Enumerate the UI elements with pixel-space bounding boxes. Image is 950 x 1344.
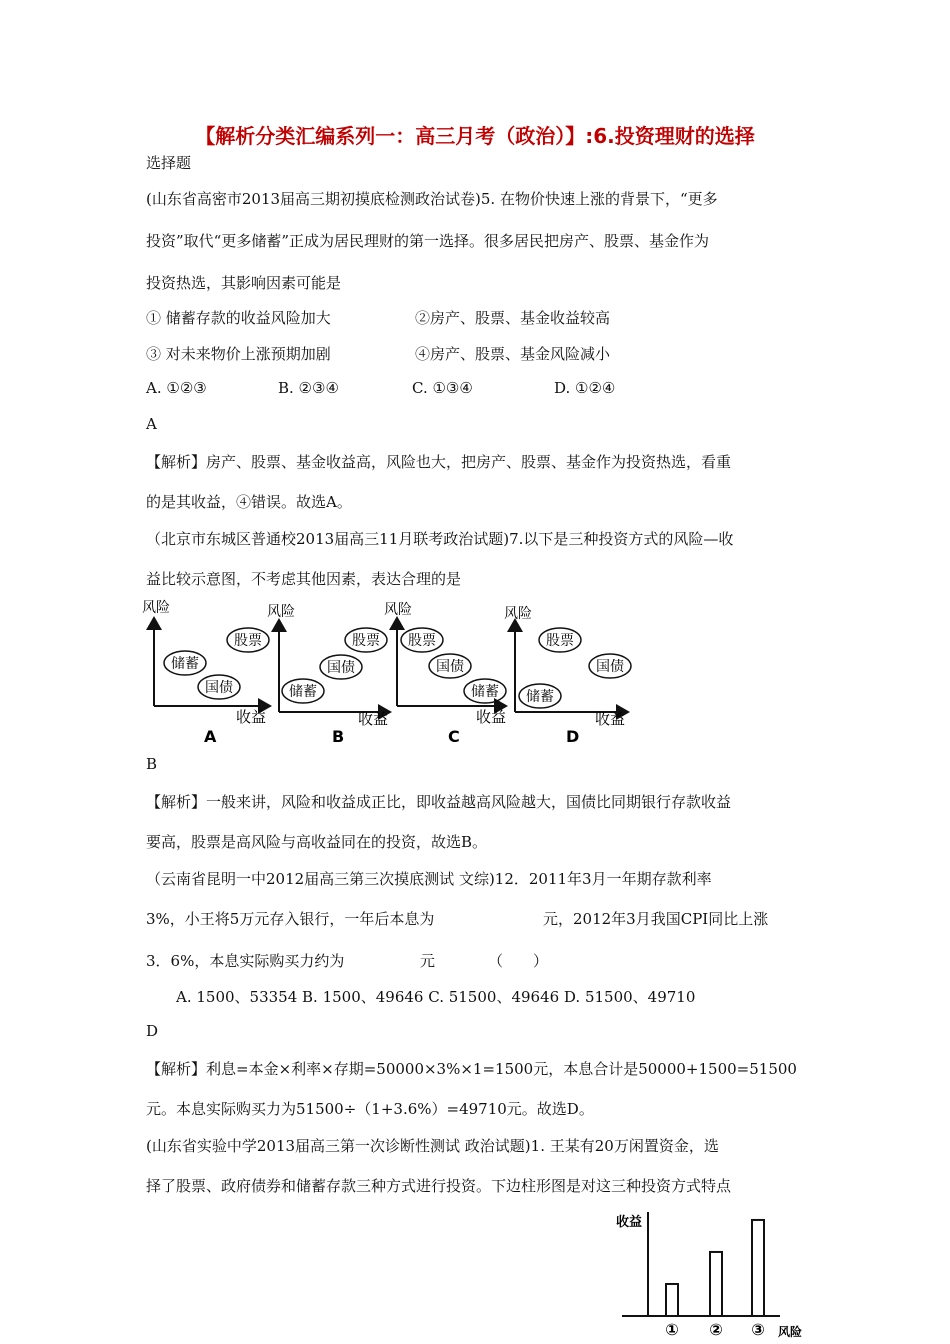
panel-c [384, 602, 506, 746]
q2-analysis: 【解析】一般来讲，风险和收益成正比，即收益越高风险越大，国债比同期银行存款收益 [146, 793, 732, 811]
q1-line: 投资”取代“更多储蓄”正成为居民理财的第一选择。很多居民把房产、股票、基金作为 [146, 232, 710, 250]
q3-line: 3%，小王将5万元存入银行，一年后本息为 [146, 910, 435, 928]
q1-item: ③ 对未来物价上涨预期加剧 [146, 345, 331, 363]
bubble-label: 储蓄 [526, 689, 554, 705]
q3-answer: D [146, 1022, 159, 1040]
panel-label: A [204, 727, 217, 746]
q1-option: B. ②③④ [278, 379, 339, 397]
q1-option: C. ①③④ [412, 379, 473, 397]
panel-label: D [566, 727, 580, 746]
panel-label: C [448, 727, 460, 746]
bubble-label: 股票 [408, 633, 436, 649]
bubble-label: 储蓄 [289, 684, 317, 700]
q1-item: ① 储蓄存款的收益风险加大 [146, 309, 331, 327]
panel-a [142, 600, 270, 746]
q3-analysis: 元。本息实际购买力为51500÷（1+3.6%）=49710元。故选D。 [146, 1100, 594, 1118]
category-label: ① [665, 1320, 679, 1339]
q2-line: （北京市东城区普通校2013届高三11月联考政治试题)7.以下是三种投资方式的风险—收 [146, 530, 734, 548]
y-axis-label: 风险 [384, 602, 412, 618]
panel-label: B [332, 727, 345, 746]
bar [752, 1220, 764, 1316]
q1-analysis: 的是其收益，④错误。故选A。 [146, 493, 352, 511]
section-heading: 选择题 [146, 154, 192, 172]
risk-return-diagram [140, 596, 640, 746]
y-axis-label: 风险 [504, 606, 532, 622]
bubble-label: 股票 [352, 633, 380, 649]
q3-line: （云南省昆明一中2012届高三第三次摸底测试 文综)12．2011年3月一年期存款利率 [146, 870, 712, 888]
q4-bar-chart [612, 1204, 812, 1344]
bubble-label: 股票 [234, 633, 262, 649]
panel-b [267, 604, 390, 746]
bubble-label: 储蓄 [171, 656, 199, 672]
y-axis-label: 收益 [616, 1215, 643, 1230]
bar [666, 1284, 678, 1316]
q3-bracket: （ ） [488, 952, 549, 970]
q3-options: A. 1500、53354 B. 1500、49646 C. 51500、49646 D. 51500、49710 [176, 988, 696, 1006]
q1-line: 投资热选，其影响因素可能是 [146, 274, 342, 292]
bubble-label: 储蓄 [471, 684, 499, 700]
q2-answer: B [146, 755, 158, 773]
q1-line: (山东省高密市2013届高三期初摸底检测政治试卷)5. 在物价快速上涨的背景下，“更多 [146, 190, 718, 208]
bubble-label: 国债 [436, 659, 464, 675]
q3-line: 3．6%，本息实际购买力约为 [146, 952, 345, 970]
q3-blank-unit: 元 [420, 952, 436, 970]
q1-item: ②房产、股票、基金收益较高 [415, 309, 611, 327]
q1-option: D. ①②④ [554, 379, 616, 397]
x-axis-label: 收益 [476, 708, 507, 726]
q1-item: ④房产、股票、基金风险减小 [415, 345, 611, 363]
q4-line: 择了股票、政府债券和储蓄存款三种方式进行投资。下边柱形图是对这三种投资方式特点 [146, 1177, 732, 1195]
x-axis-label: 收益 [358, 710, 389, 728]
bubble-label: 国债 [596, 659, 624, 675]
q3-line: 元，2012年3月我国CPI同比上涨 [543, 910, 769, 928]
q1-answer: A [146, 415, 157, 433]
category-label: ③ [751, 1320, 765, 1339]
bar [710, 1252, 722, 1316]
q2-analysis: 要高，股票是高风险与高收益同在的投资，故选B。 [146, 833, 488, 851]
q1-analysis: 【解析】房产、股票、基金收益高，风险也大，把房产、股票、基金作为投资热选，看重 [146, 453, 732, 471]
y-axis-label: 风险 [267, 604, 295, 620]
page-title: 【解析分类汇编系列一：高三月考（政治）】:6.投资理财的选择 [195, 124, 755, 148]
q1-option: A. ①②③ [146, 379, 207, 397]
bubble-label: 国债 [327, 660, 355, 676]
q4-line: (山东省实验中学2013届高三第一次诊断性测试 政治试题)1. 王某有20万闲置资金，选 [146, 1137, 719, 1155]
y-axis-label: 风险 [142, 600, 170, 616]
q3-analysis: 【解析】利息=本金×利率×存期=50000×3%×1=1500元，本息合计是50000+1500=51500 [146, 1060, 797, 1078]
category-label: ② [709, 1320, 723, 1339]
bubble-label: 股票 [546, 633, 574, 649]
x-axis-label: 收益 [236, 708, 267, 726]
panel-d [504, 606, 631, 746]
x-axis-label: 收益 [595, 710, 626, 728]
bubble-label: 国债 [205, 680, 233, 696]
x-axis-label: 风险 [778, 1325, 803, 1339]
q2-line: 益比较示意图，不考虑其他因素，表达合理的是 [146, 570, 462, 588]
